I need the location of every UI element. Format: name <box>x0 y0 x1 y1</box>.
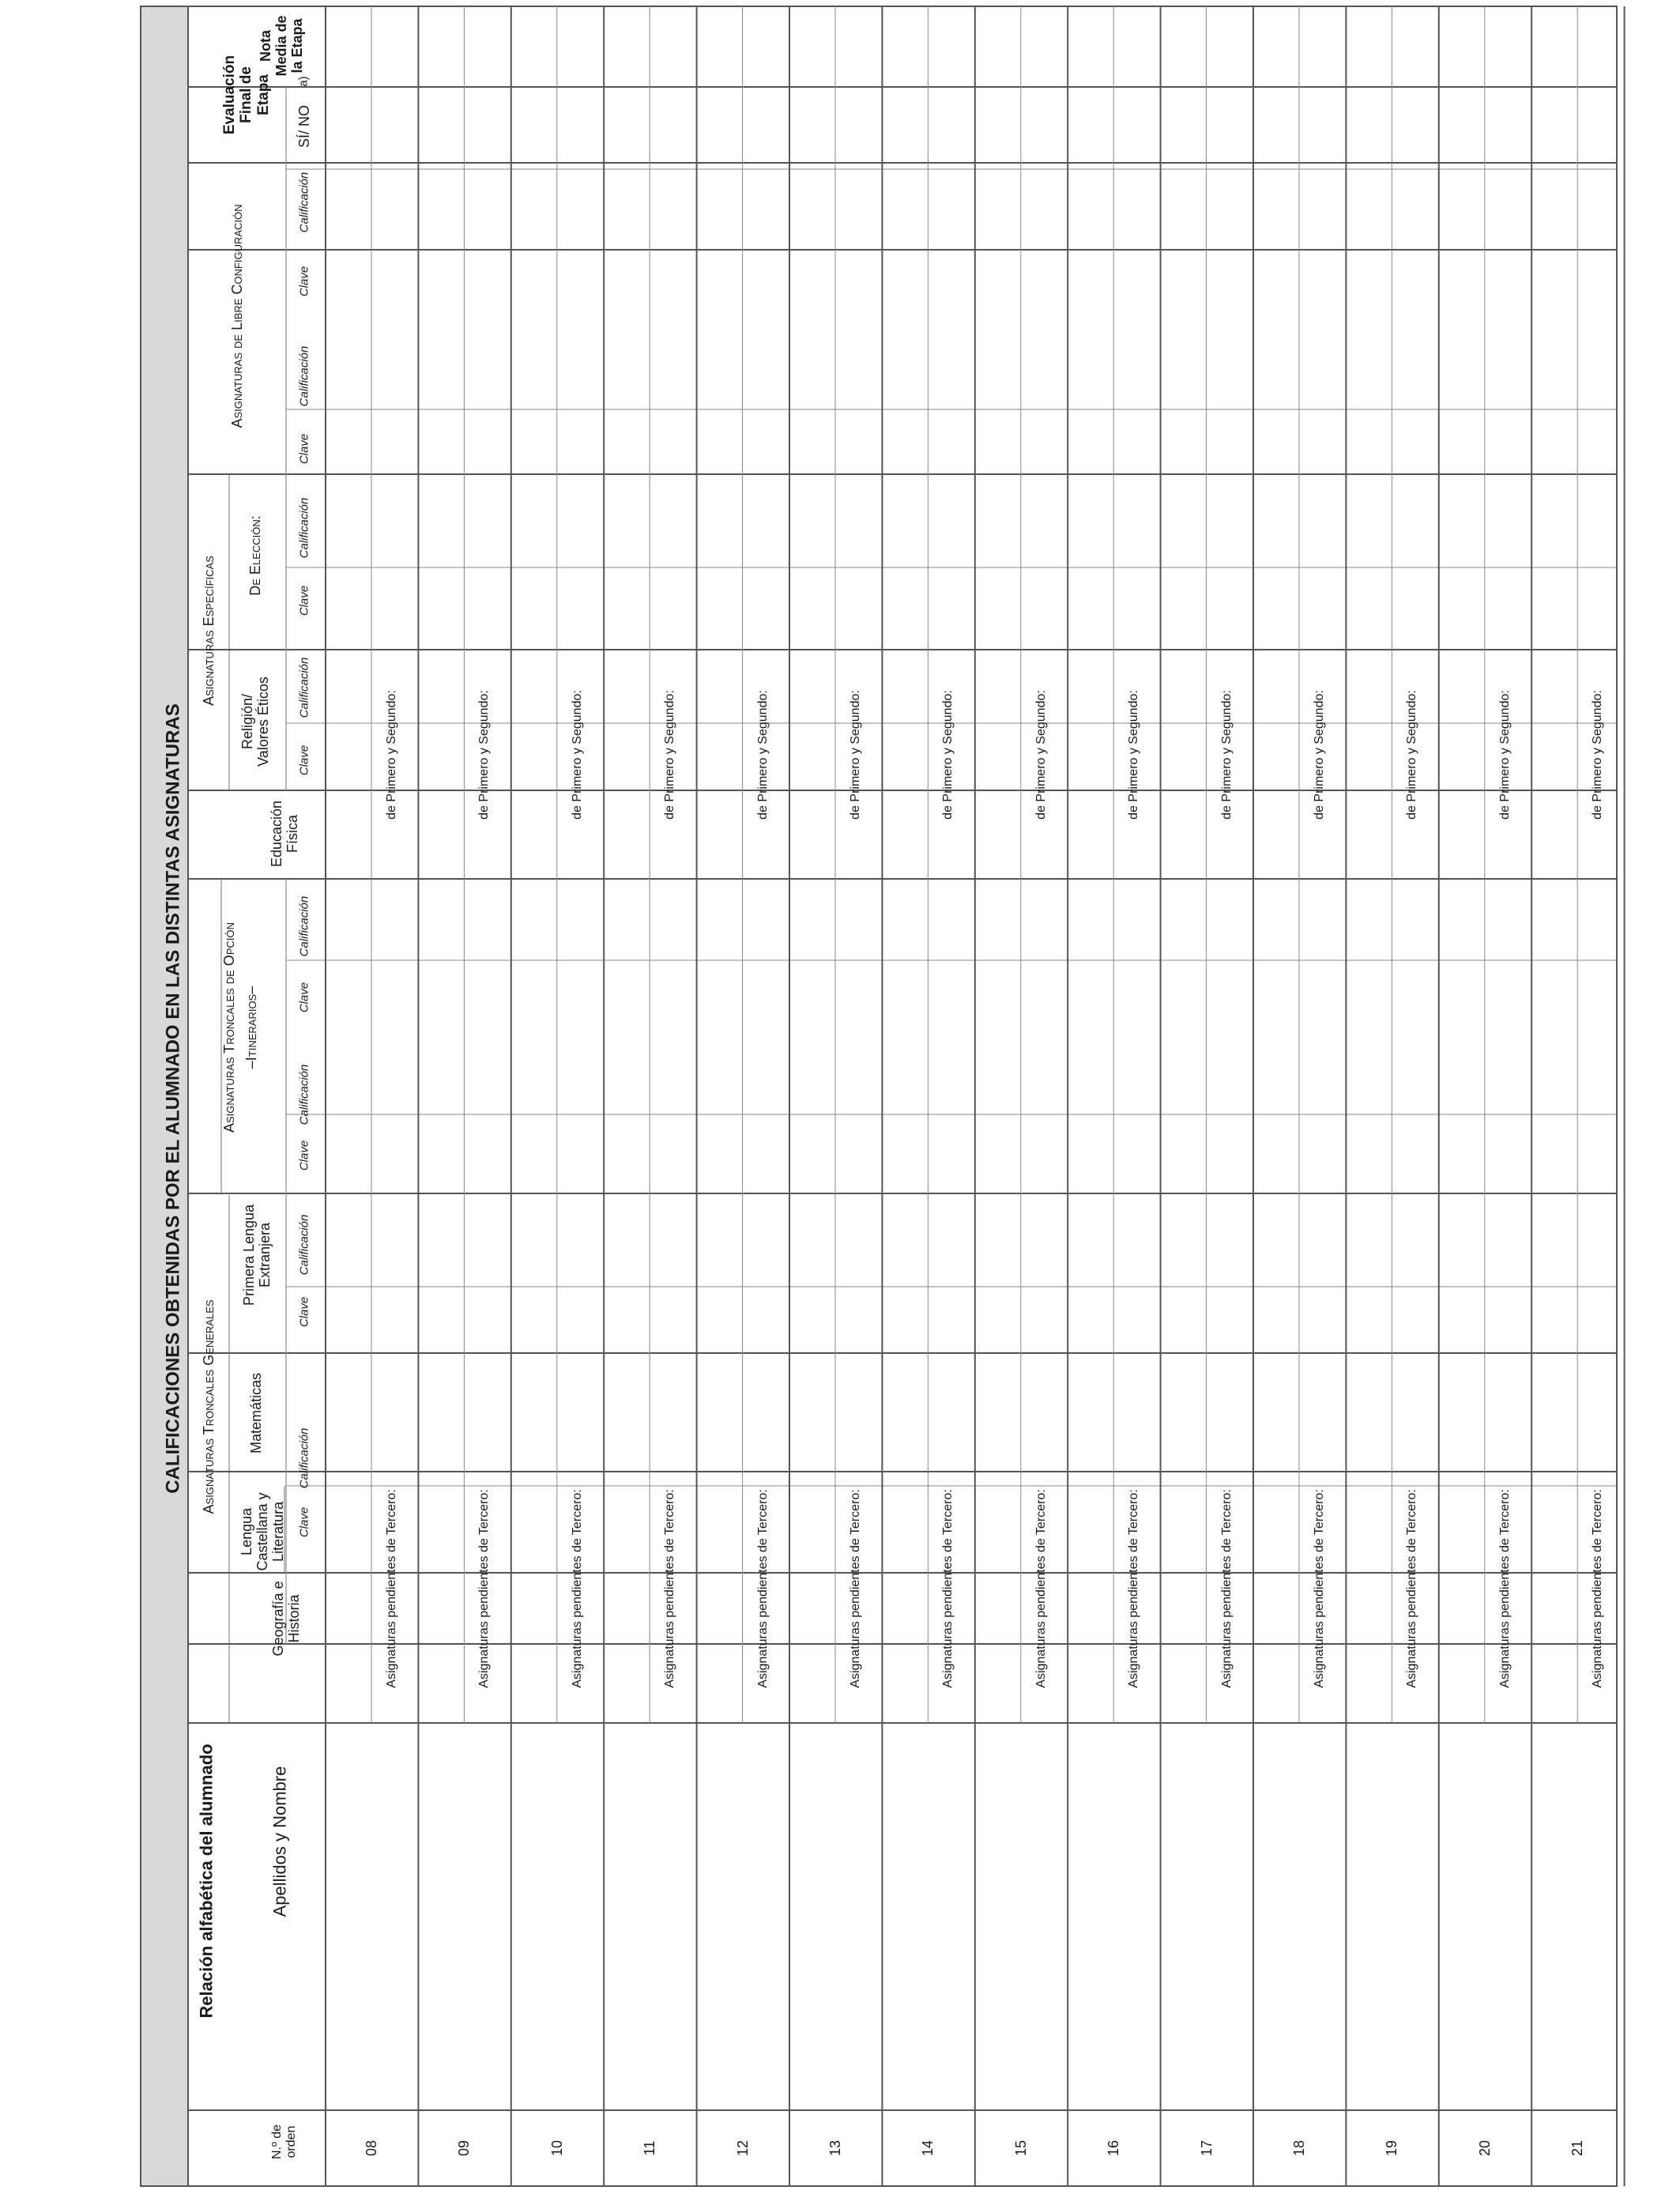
pendientes-primero-label: de Primero y Segundo: <box>1034 690 1048 820</box>
pendientes-primero-label: de Primero y Segundo: <box>1591 690 1605 820</box>
clave-label: Clave <box>297 1140 311 1171</box>
group-nota-media: Nota Media de la Etapa <box>257 15 306 77</box>
subject-primera-lengua: Primera Lengua Extranjera <box>240 1204 273 1306</box>
pendientes-tercero-label: Asignaturas pendientes de Tercero: <box>663 1489 677 1688</box>
pendientes-primero-label: de Primero y Segundo: <box>849 690 863 820</box>
pendientes-tercero-label: Asignaturas pendientes de Tercero: <box>1591 1489 1605 1688</box>
calificacion-label: Calificación <box>297 1214 311 1276</box>
group-eval-final: Evaluación Final de Etapa <box>221 55 272 135</box>
pendientes-primero-label: de Primero y Segundo: <box>570 690 584 820</box>
row-number: 16 <box>1106 2139 1122 2157</box>
pendientes-primero-label: de Primero y Segundo: <box>1313 690 1327 820</box>
row-number: 11 <box>642 2140 658 2156</box>
row-number: 18 <box>1290 2139 1307 2157</box>
subject-religion: Religión/ Valores Éticos <box>239 677 271 767</box>
pendientes-primero-label: de Primero y Segundo: <box>1127 690 1141 820</box>
calificacion-label: Calificación <box>297 895 311 957</box>
clave-label: Clave <box>297 433 311 465</box>
subject-geografia: Geografía e Historia <box>269 1581 302 1657</box>
pendientes-tercero-label: Asignaturas pendientes de Tercero: <box>1219 1489 1234 1688</box>
note-a-label: a) <box>296 76 311 87</box>
subject-matematicas: Matemáticas <box>247 1372 264 1454</box>
pendientes-primero-label: de Primero y Segundo: <box>1405 690 1419 820</box>
calificacion-label: Calificación <box>297 1064 311 1125</box>
row-number: 21 <box>1569 2139 1586 2157</box>
row-number: 08 <box>363 2139 379 2157</box>
group-itinerarios: –Itinerarios– <box>243 986 259 1069</box>
col-number-header: N.º de orden <box>270 2124 298 2160</box>
pendientes-tercero-label: Asignaturas pendientes de Tercero: <box>570 1489 584 1688</box>
calificacion-label: Calificación <box>297 657 311 718</box>
group-troncales-opcion: Asignaturas Troncales de Opción <box>220 922 237 1133</box>
subject-educacion-fisica: Educación Física <box>268 800 300 868</box>
row-number: 10 <box>548 2139 565 2157</box>
pendientes-primero-label: de Primero y Segundo: <box>1219 690 1234 820</box>
row-number: 19 <box>1384 2139 1400 2157</box>
clave-label: Clave <box>297 585 311 616</box>
calificacion-label: Calificación <box>297 497 311 559</box>
calificacion-label: Calificación <box>297 345 311 407</box>
group-troncales-generales: Asignaturas Troncales Generales <box>200 1299 217 1514</box>
outer-frame <box>141 6 1617 2186</box>
subject-eleccion: De Elección: <box>247 515 263 596</box>
pendientes-tercero-label: Asignaturas pendientes de Tercero: <box>1034 1489 1048 1688</box>
pendientes-tercero-label: Asignaturas pendientes de Tercero: <box>755 1489 770 1688</box>
pendientes-primero-label: de Primero y Segundo: <box>385 690 399 820</box>
si-no-label: SÍ/ NO <box>296 104 312 149</box>
clave-label: Clave <box>297 1296 311 1328</box>
calificacion-label: Calificación <box>297 1427 311 1489</box>
row-number: 09 <box>456 2139 473 2157</box>
row-number: 15 <box>1012 2139 1029 2157</box>
pendientes-tercero-label: Asignaturas pendientes de Tercero: <box>941 1489 955 1688</box>
pendientes-tercero-label: Asignaturas pendientes de Tercero: <box>849 1489 863 1688</box>
pendientes-tercero-label: Asignaturas pendientes de Tercero: <box>1313 1489 1327 1688</box>
clave-label: Clave <box>297 1506 311 1538</box>
pendientes-primero-label: de Primero y Segundo: <box>1497 690 1512 820</box>
pendientes-tercero-label: Asignaturas pendientes de Tercero: <box>477 1489 492 1688</box>
list-heading: Relación alfabética del alumnado <box>196 1744 217 2019</box>
pendientes-tercero-label: Asignaturas pendientes de Tercero: <box>1497 1489 1512 1688</box>
clave-label: Clave <box>297 745 311 776</box>
calificacion-label: Calificación <box>297 172 311 233</box>
subject-lengua: Lengua Castellana y Literatura <box>238 1492 287 1571</box>
row-number: 13 <box>827 2139 843 2157</box>
pendientes-primero-label: de Primero y Segundo: <box>663 690 677 820</box>
row-number: 14 <box>920 2139 936 2157</box>
document-title: CALIFICACIONES OBTENIDAS POR EL ALUMNADO EN LAS DISTINTAS ASIGNATURAS <box>162 703 184 1494</box>
row-number: 12 <box>734 2139 751 2157</box>
pendientes-primero-label: de Primero y Segundo: <box>755 690 770 820</box>
clave-label: Clave <box>297 982 311 1013</box>
clave-label: Clave <box>297 266 311 297</box>
group-libre-configuracion: Asignaturas de Libre Configuración <box>228 204 245 428</box>
row-number: 17 <box>1198 2139 1215 2157</box>
pendientes-tercero-label: Asignaturas pendientes de Tercero: <box>1127 1489 1141 1688</box>
pendientes-tercero-label: Asignaturas pendientes de Tercero: <box>1405 1489 1419 1688</box>
row-number: 20 <box>1476 2139 1493 2157</box>
group-especificas: Asignaturas Específicas <box>200 556 217 706</box>
pendientes-tercero-label: Asignaturas pendientes de Tercero: <box>385 1489 399 1688</box>
pendientes-primero-label: de Primero y Segundo: <box>477 690 492 820</box>
pendientes-primero-label: de Primero y Segundo: <box>941 690 955 820</box>
col-name-header: Apellidos y Nombre <box>269 1766 290 1917</box>
